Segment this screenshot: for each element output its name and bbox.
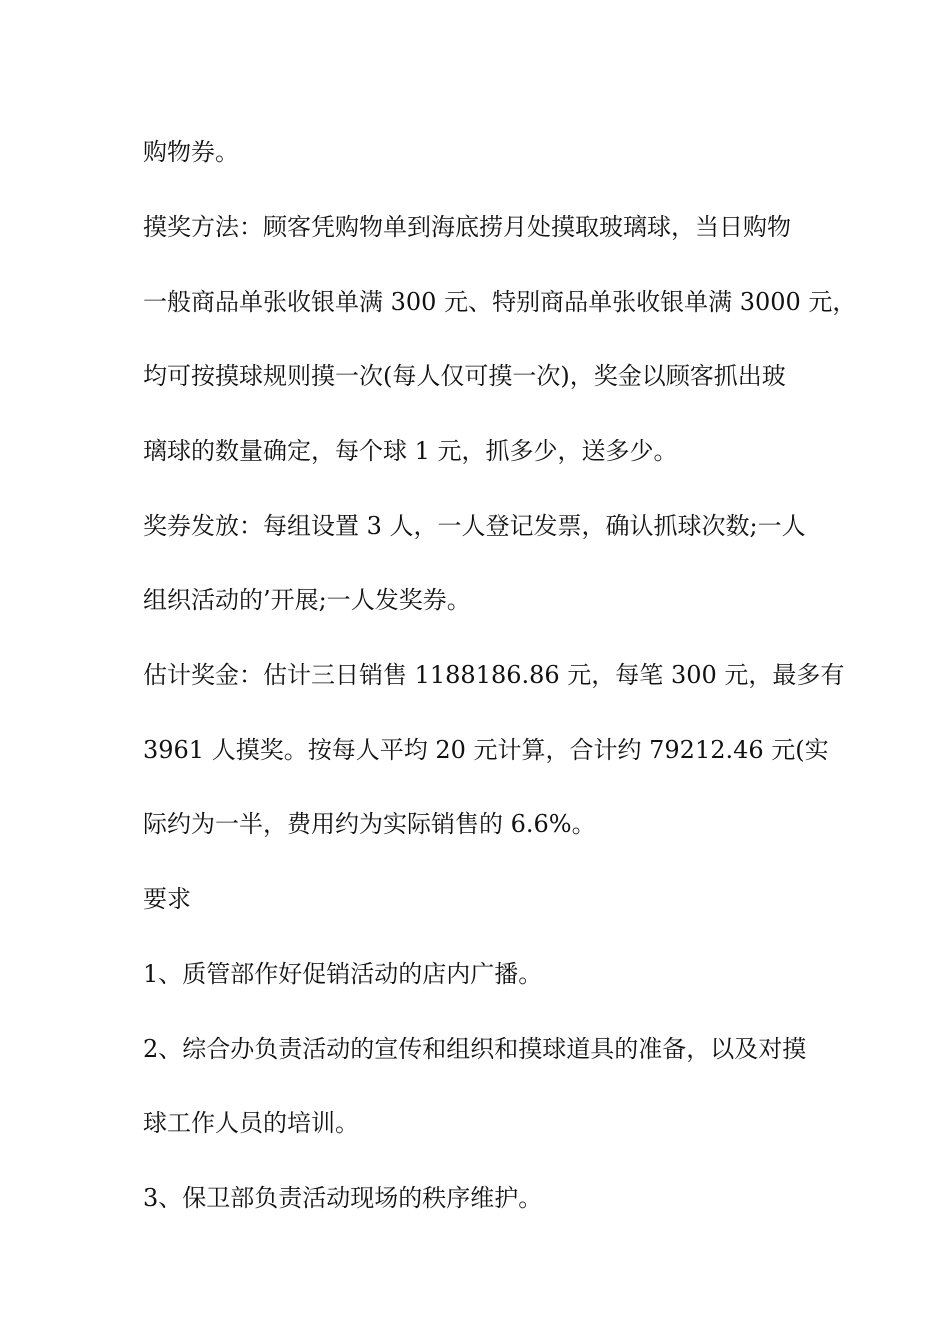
text-line: 摸奖方法：顾客凭购物单到海底捞月处摸取玻璃球，当日购物 — [143, 213, 791, 241]
text-line: 璃球的数量确定，每个球 1 元，抓多少，送多少。 — [143, 437, 678, 465]
section-heading: 要求 — [143, 885, 191, 913]
text-line: 均可按摸球规则摸一次(每人仅可摸一次)，奖金以顾客抓出玻 — [143, 362, 786, 390]
text-line: 奖券发放：每组设置 3 人，一人登记发票，确认抓球次数;一人 — [143, 512, 806, 540]
text-line: 际约为一半，费用约为实际销售的 6.6%。 — [143, 810, 596, 838]
text-line: 一般商品单张收银单满 300 元、特别商品单张收银单满 3000 元， — [143, 288, 857, 316]
text-line: 组织活动的’开展;一人发奖券。 — [143, 586, 471, 614]
list-item-continuation: 球工作人员的培训。 — [143, 1109, 359, 1137]
text-line: 购物券。 — [143, 138, 239, 166]
text-line: 3961 人摸奖。按每人平均 20 元计算，合计约 79212.46 元(实 — [143, 736, 829, 764]
list-item: 3、保卫部负责活动现场的秩序维护。 — [143, 1184, 543, 1212]
list-item: 2、综合办负责活动的宣传和组织和摸球道具的准备，以及对摸 — [143, 1035, 807, 1063]
text-line: 估计奖金：估计三日销售 1188186.86 元，每笔 300 元，最多有 — [143, 661, 845, 689]
list-item: 1、质管部作好促销活动的店内广播。 — [143, 960, 543, 988]
